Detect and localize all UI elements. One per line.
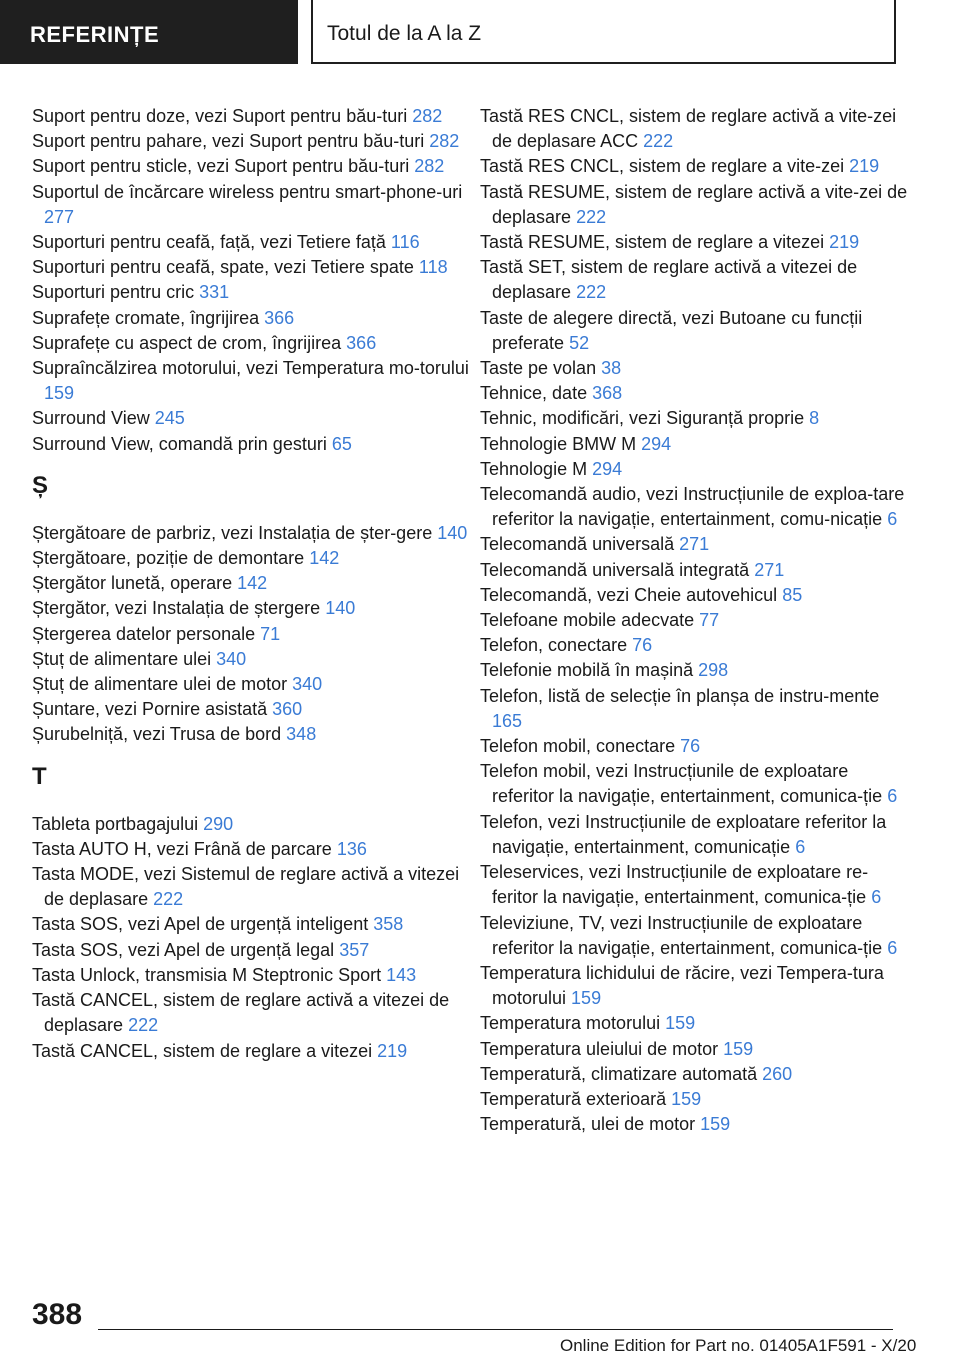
index-page-link[interactable]: 340 (216, 648, 247, 669)
index-page-link[interactable]: 6 (871, 887, 882, 908)
index-page-link[interactable]: 282 (429, 131, 460, 152)
index-entry-text: Telecomandă universală (480, 534, 675, 555)
index-list-s (32, 104, 472, 457)
index-entry (32, 1039, 472, 1064)
index-entry-text: Suporturi pentru cric (32, 282, 195, 303)
index-entry-text: Șurubelniță, vezi Trusa de bord (32, 724, 282, 745)
index-page-link[interactable]: 222 (128, 1015, 159, 1036)
index-entry (480, 457, 910, 482)
index-entry-text: Telefon, vezi Instrucțiunile de exploatare referitor la navigație, entertainment, comunicație (480, 811, 887, 857)
index-letter-heading: Ș (32, 471, 49, 499)
index-page-link[interactable]: 294 (641, 433, 672, 454)
index-entry-text: Tasta AUTO H, vezi Frână de parcare (32, 838, 332, 859)
index-entry-text: Tasta SOS, vezi Apel de urgență inteligent (32, 914, 369, 935)
index-entry-text: Temperatura motorului (480, 1013, 661, 1034)
index-entry-text: Ștergător, vezi Instalația de ștergere (32, 598, 321, 619)
index-page-link[interactable]: 368 (592, 383, 623, 404)
index-page-link[interactable]: 219 (829, 232, 860, 253)
index-entry (32, 521, 472, 546)
index-page-link[interactable]: 6 (795, 836, 806, 857)
index-page-link[interactable]: 277 (44, 206, 75, 227)
index-entry (480, 759, 910, 809)
index-page-link[interactable]: 71 (260, 623, 281, 644)
index-entry-text: Tasta SOS, vezi Apel de urgență legal (32, 939, 335, 960)
index-page-link[interactable]: 271 (754, 559, 785, 580)
index-page-link[interactable]: 6 (887, 509, 898, 530)
index-list-t (32, 812, 472, 1064)
index-entry-text: Temperatură, climatizare automată (480, 1063, 758, 1084)
index-entry-text: Suport pentru pahare, vezi Suport pentru bău-turi (32, 131, 425, 152)
index-page-link[interactable]: 159 (700, 1114, 731, 1135)
index-page-link[interactable]: 65 (331, 433, 352, 454)
index-entry-text: Telefon mobil, vezi Instrucțiunile de exploatare referitor la navigație, entertainment, comunica-ție (480, 761, 883, 807)
index-page-link[interactable]: 331 (199, 282, 230, 303)
index-entry (480, 1011, 910, 1036)
index-entry-text: Tastă RES CNCL, sistem de reglare activă a vite-zei de deplasare ACC (480, 106, 897, 152)
index-page-link[interactable]: 222 (643, 131, 674, 152)
index-entry (32, 180, 472, 230)
index-entry (32, 812, 472, 837)
index-entry-text: Telefon, conectare (480, 635, 628, 656)
index-page-link[interactable]: 222 (153, 889, 184, 910)
page-header (0, 0, 960, 64)
index-entry-text: Temperatura uleiului de motor (480, 1038, 719, 1059)
index-entry-text: Tehnice, date (480, 383, 588, 404)
index-list-t-continued (480, 104, 910, 1137)
index-entry-text: Televiziune, TV, vezi Instrucțiunile de exploatare referitor la navigație, entertainment, comunica-ție (480, 912, 883, 958)
index-entry-text: Tastă CANCEL, sistem de reglare activă a vitezei de deplasare (32, 990, 450, 1036)
index-page-link[interactable]: 366 (346, 332, 377, 353)
footer-divider (98, 1329, 893, 1330)
index-entry (480, 684, 910, 734)
index-entry (32, 356, 472, 406)
index-entry (480, 255, 910, 305)
index-entry (32, 104, 472, 129)
index-entry-text: Tastă CANCEL, sistem de reglare a vitezei (32, 1040, 373, 1061)
index-entry (480, 306, 910, 356)
index-page-link[interactable]: 260 (762, 1063, 793, 1084)
index-entry-text: Surround View (32, 408, 150, 429)
index-entry (480, 356, 910, 381)
index-page-link[interactable]: 6 (887, 937, 898, 958)
index-entry (32, 280, 472, 305)
index-entry-text: Suprafețe cu aspect de crom, îngrijirea (32, 332, 342, 353)
index-page-link[interactable]: 116 (390, 232, 420, 253)
index-entry (480, 230, 910, 255)
index-entry (32, 129, 472, 154)
index-entry (32, 596, 472, 621)
index-page-link[interactable]: 357 (339, 939, 370, 960)
index-entry (480, 482, 910, 532)
index-entry-text: Taste de alegere directă, vezi Butoane cu funcții preferate (480, 307, 863, 353)
index-entry (480, 860, 910, 910)
index-page-link[interactable]: 140 (325, 598, 356, 619)
index-entry (480, 104, 910, 154)
index-page-link[interactable]: 294 (592, 458, 623, 479)
index-letter-heading: T (32, 762, 47, 790)
index-page-link[interactable]: 77 (699, 610, 720, 631)
section-tab: REFERINȚE (0, 0, 298, 64)
index-entry-text: Suport pentru sticle, vezi Suport pentru bău-turi (32, 156, 410, 177)
index-entry (480, 381, 910, 406)
index-page-link[interactable]: 298 (698, 660, 729, 681)
index-page-link[interactable]: 290 (203, 813, 234, 834)
index-entry-text: Tableta portbagajului (32, 813, 199, 834)
index-entry (480, 558, 910, 583)
index-entry (32, 571, 472, 596)
index-page-link[interactable]: 38 (601, 358, 622, 379)
index-page-link[interactable]: 366 (264, 307, 295, 328)
index-entry (480, 432, 910, 457)
index-entry (32, 306, 472, 331)
index-entry (480, 154, 910, 179)
index-entry-text: Suportul de încărcare wireless pentru smart-phone-uri (32, 181, 463, 202)
index-entry (480, 532, 910, 557)
index-entry-text: Temperatura lichidului de răcire, vezi Tempera-tura motorului (480, 962, 884, 1009)
index-entry-text: Ștuț de alimentare ulei (32, 648, 212, 669)
index-entry-text: Tastă RESUME, sistem de reglare activă a vite-zei de deplasare (480, 181, 908, 227)
index-page-link[interactable]: 282 (412, 106, 443, 126)
index-entry-text: Tehnologie M (480, 458, 588, 479)
index-page-link[interactable]: 143 (386, 964, 417, 985)
index-entry (32, 672, 472, 697)
index-entry (32, 230, 472, 255)
index-entry-text: Telefon mobil, conectare (480, 736, 676, 757)
index-entry-text: Teleservices, vezi Instrucțiunile de exploatare re-feritor la navigație, entertainment, comunica-ție (480, 862, 869, 908)
index-entry-text: Telefon, listă de selecție în planșa de instru-mente (480, 685, 880, 706)
index-entry-text: Ștergerea datelor personale (32, 623, 256, 644)
index-entry (480, 1087, 910, 1112)
index-entry (32, 938, 472, 963)
index-entry (32, 331, 472, 356)
index-page-link[interactable]: 159 (665, 1013, 696, 1034)
index-page-link[interactable]: 136 (336, 838, 367, 859)
index-entry (32, 255, 472, 280)
index-page-link[interactable]: 340 (292, 674, 323, 695)
index-entry-text: Telefonie mobilă în mașină (480, 660, 694, 681)
page-number: 388 (32, 1298, 83, 1331)
index-page-link[interactable]: 219 (377, 1040, 408, 1061)
index-entry (480, 406, 910, 431)
index-page-link[interactable]: 358 (373, 914, 404, 935)
index-page-link[interactable]: 282 (414, 156, 445, 177)
index-page-link[interactable]: 219 (849, 156, 880, 177)
index-page-link[interactable]: 348 (286, 724, 317, 745)
index-entry (32, 862, 472, 912)
index-entry (32, 546, 472, 571)
index-entry (32, 622, 472, 647)
index-page-link[interactable]: 142 (237, 573, 268, 594)
index-page-link[interactable]: 271 (679, 534, 710, 555)
index-entry-text: Tehnic, modificări, vezi Siguranță proprie (480, 408, 805, 429)
index-page-link[interactable]: 8 (809, 408, 820, 429)
index-page-link[interactable]: 140 (437, 522, 468, 543)
index-page-link[interactable]: 85 (782, 584, 803, 605)
index-entry (480, 1037, 910, 1062)
index-page-link[interactable]: 52 (569, 332, 590, 353)
index-entry-text: Ștergător lunetă, operare (32, 573, 233, 594)
index-page-link[interactable]: 222 (576, 206, 607, 227)
index-entry-text: Temperatură exterioară (480, 1088, 667, 1109)
index-entry (32, 432, 472, 457)
index-entry-text: Ștergătoare, poziție de demontare (32, 548, 305, 569)
index-page-link[interactable]: 118 (418, 257, 448, 278)
index-entry (480, 658, 910, 683)
index-entry (480, 810, 910, 860)
chapter-tab: Totul de la A la Z (311, 0, 896, 64)
index-entry (480, 633, 910, 658)
index-page-link[interactable]: 159 (671, 1088, 702, 1109)
index-entry (480, 180, 910, 230)
index-list-s-comma (32, 521, 472, 748)
index-entry-text: Telecomandă universală integrată (480, 559, 750, 580)
index-entry (32, 912, 472, 937)
index-page-link[interactable]: 159 (571, 988, 602, 1009)
index-entry (480, 911, 910, 961)
index-entry-text: Tasta Unlock, transmisia M Steptronic Sport (32, 964, 382, 985)
index-entry-text: Temperatură, ulei de motor (480, 1114, 696, 1135)
index-entry (480, 608, 910, 633)
index-entry-text: Tastă SET, sistem de reglare activă a vitezei de deplasare (480, 257, 858, 303)
index-entry-text: Suporturi pentru ceafă, spate, vezi Tetiere spate (32, 257, 414, 278)
index-page-link[interactable]: 165 (492, 710, 523, 731)
index-entry-text: Suporturi pentru ceafă, față, vezi Tetiere față (32, 232, 386, 253)
index-entry (32, 647, 472, 672)
index-entry-text: Supraîncălzirea motorului, vezi Temperatura mo-torului (32, 358, 469, 379)
index-entry-text: Surround View, comandă prin gesturi (32, 433, 327, 454)
index-column-left (32, 104, 472, 1064)
index-entry (480, 583, 910, 608)
index-entry-text: Suport pentru doze, vezi Suport pentru bău-turi (32, 106, 408, 126)
index-entry (32, 722, 472, 747)
index-entry (480, 1112, 910, 1137)
index-entry-text: Telefoane mobile adecvate (480, 610, 695, 631)
index-entry (32, 697, 472, 722)
index-page-link[interactable]: 76 (632, 635, 653, 656)
index-entry-text: Tastă RESUME, sistem de reglare a vitezei (480, 232, 825, 253)
index-entry (480, 961, 910, 1011)
index-entry-text: Taste pe volan (480, 358, 597, 379)
index-entry (32, 406, 472, 431)
index-entry (32, 963, 472, 988)
index-entry-text: Șuntare, vezi Pornire asistată (32, 699, 268, 720)
index-page-link[interactable]: 222 (576, 282, 607, 303)
edition-footer: Online Edition for Part no. 01405A1F591 - X/20 (560, 1336, 917, 1355)
index-entry (32, 837, 472, 862)
index-entry-text: Ștuț de alimentare ulei de motor (32, 674, 288, 695)
index-entry-text: Suprafețe cromate, îngrijirea (32, 307, 260, 328)
index-entry-text: Tasta MODE, vezi Sistemul de reglare activă a vitezei de deplasare (32, 864, 460, 910)
index-entry-text: Telecomandă, vezi Cheie autovehicul (480, 584, 778, 605)
index-page-link[interactable]: 159 (44, 383, 75, 404)
index-entry-text: Telecomandă audio, vezi Instrucțiunile de exploa-tare referitor la navigație, entertainment, comu-nicație (480, 484, 905, 530)
index-page-link[interactable]: 159 (723, 1038, 754, 1059)
index-page-link[interactable]: 360 (272, 699, 303, 720)
index-page-link[interactable]: 6 (887, 786, 898, 807)
index-entry (32, 988, 472, 1038)
index-entry (480, 1062, 910, 1087)
index-entry (480, 734, 910, 759)
index-page-link[interactable]: 245 (154, 408, 185, 429)
index-entry-text: Tehnologie BMW M (480, 433, 637, 454)
index-page-link[interactable]: 142 (309, 548, 340, 569)
index-entry (32, 154, 472, 179)
index-page-link[interactable]: 76 (680, 736, 701, 757)
index-entry-text: Tastă RES CNCL, sistem de reglare a vite-zei (480, 156, 845, 177)
index-entry-text: Ștergătoare de parbriz, vezi Instalația de șter-gere (32, 522, 433, 543)
index-column-right (480, 104, 910, 1137)
